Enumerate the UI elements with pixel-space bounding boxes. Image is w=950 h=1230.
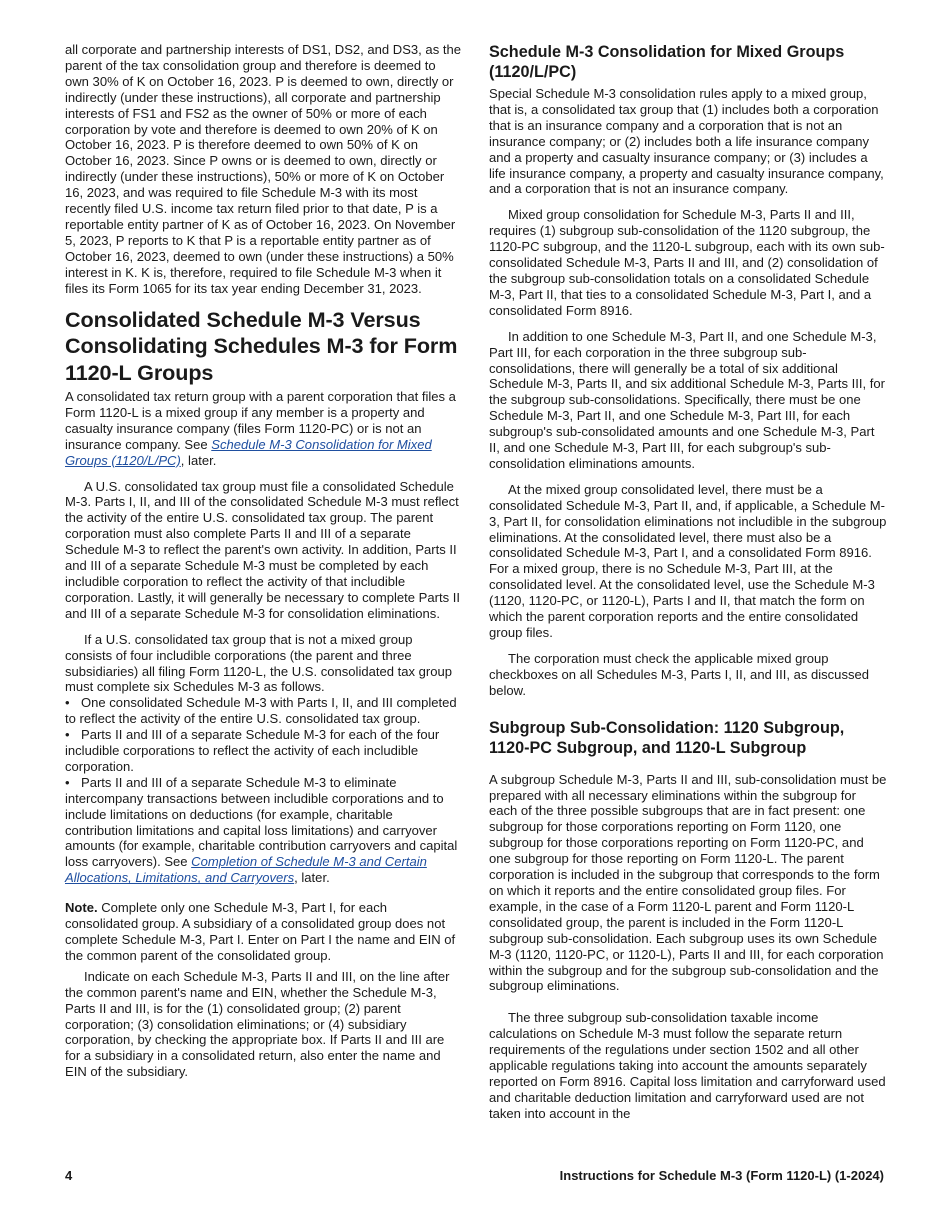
mixed-consolidation-paragraph: Mixed group consolidation for Schedule M-3, Parts II and III, requires (1) subgroup sub-consolidation of the 1120 subgroup, the 1120-PC subgroup, and the 1120-L subgroup, each with its own sub-consolidated Schedule M-3, Parts II and III, and (2) consolidation of the subgroup sub-consolidation totals on a consolidated Schedule M-3, Part II, that ties to a consolidated Schedule M-3, Part I, and a consolidated Form 8916. — [489, 207, 885, 318]
section-heading-subgroup: Subgroup Sub-Consolidation: 1120 Subgroup, 1120-PC Subgroup, and 1120-L Subgroup — [489, 718, 845, 757]
mixed-group-paragraph: A consolidated tax return group with a parent corporation that files a Form 1120-L is a mixed group if any member is a property and casualty insurance company (files Form 1120-PC) or is not an insurance company. See Schedule M-3 Consolidation for Mixed Groups (1120/L/PC), later. — [65, 389, 456, 468]
note-label: Note. — [65, 900, 98, 916]
indicate-paragraph: Indicate on each Schedule M-3, Parts II and III, on the line after the common parent's name and EIN, whether the Schedule M-3, Parts II and III, is for the (1) consolidated group; (2) parent corporation; (3) consolidation eliminations; or (4) subsidiary corporation, by checking the appropriate box. If Parts II and III are for a subsidiary in a consolidated return, also enter the name and EIN of the subsidiary. — [65, 968, 450, 1080]
checkbox-paragraph: The corporation must check the applicable mixed group checkboxes on all Schedules M-3, Parts I, II, and III, as discussed below. — [489, 650, 869, 698]
section-heading-consolidated: Consolidated Schedule M-3 Versus Consolidating Schedules M-3 for Form 1120-L Groups — [65, 306, 458, 385]
page-number: 4 — [65, 1168, 73, 1183]
bullet-item: • Parts II and III of a separate Schedule M-3 to eliminate intercompany transactions between includible corporations and to include limitations on deductions (for example, charitable contribution limitations and capital loss limitations) and carryover amounts (for example, charitable contribution carryovers and capital loss carryovers). See Completion of Schedule M-3 and Certain Allocations, Limitations, and Carryovers, later. — [65, 774, 458, 886]
bullet-item: • Parts II and III of a separate Schedule M-3 for each of the four includible corporations to reflect the activity of each includible corporation. — [65, 727, 440, 774]
bullet-marker: • — [65, 727, 70, 743]
right-column — [489, 42, 887, 1122]
section-heading-mixed-groups: Schedule M-3 Consolidation for Mixed Groups (1120/L/PC) — [489, 43, 845, 81]
link-mixed-groups[interactable]: Schedule M-3 Consolidation for Mixed Groups (1120/L/PC) — [65, 436, 432, 468]
bullet-marker: • — [65, 695, 70, 711]
note-paragraph: Note. Complete only one Schedule M-3, Part I, for each consolidated group. A subsidiary of a consolidated group does not complete Schedule M-3, Part I. Enter on Part I the name and EIN of the common parent of the consolidated group. — [65, 900, 456, 963]
bullet-item: • One consolidated Schedule M-3 with Parts I, II, and III completed to reflect the activity of the entire U.S. consolidated tax group. — [65, 695, 457, 727]
additional-schedules-paragraph: In addition to one Schedule M-3, Part II, and one Schedule M-3, Part III, for each corporation in the three subgroup sub-consolidations, there will generally be a total of six additional Schedule M-3, Parts II, and six additional Schedule M-3, Parts III, for the subgroup sub-consolidations. Specifically, there must be one Schedule M-3, Part II, and one Schedule M-3, Part III, for each subgroup's sub-consolidated amounts and one Schedule M-3, Part II, and one Schedule M-3, Part III, for each subgroup's sub-consolidation eliminations amounts. — [489, 328, 885, 471]
six-schedules-paragraph: If a U.S. consolidated tax group that is not a mixed group consists of four includible corporations (the parent and three subsidiaries) all filing Form 1120-L, the U.S. consolidated tax group must complete six Schedules M-3 as follows. — [65, 631, 453, 695]
bullet-marker: • — [65, 774, 70, 790]
footer-title: Instructions for Schedule M-3 (Form 1120-L) (1-2024) — [559, 1168, 884, 1183]
mixed-level-paragraph: At the mixed group consolidated level, there must be a consolidated Schedule M-3, Part II, and, if applicable, a Schedule M-3, Part II, for consolidation eliminations not includible in the subgroup eliminations. At the consolidated level, there must also be a consolidated Schedule M-3, Part I, and a consolidated Form 8916. For a mixed group, there is no Schedule M-3, Part III, at the consolidated level. At the consolidated level, use the Schedule M-3 (1120, 1120-PC, or 1120-L), Parts I and II, that match the form on which the parent corporation reports and the entire consolidated group files. — [489, 481, 887, 640]
taxable-income-paragraph: The three subgroup sub-consolidation taxable income calculations on Schedule M-3 must follow the separate return requirements of the regulations under section 1502 and all other applicable regulations taking into account the amounts separately reported on Form 8916. Capital loss limitation and carryforward used and charitable deduction limitation and carryforward used are not taken into account in the — [489, 1010, 886, 1121]
consolidated-m3-paragraph: A U.S. consolidated tax group must file a consolidated Schedule M-3. Parts I, II, and III of the consolidated Schedule M-3 must reflect the activity of the entire U.S. consolidated tax group. The parent corporation must also complete Parts II and III of a separate Schedule M-3 to reflect the parent's own activity. In addition, Parts II and III of a separate Schedule M-3 must be completed by each includible corporation to reflect the activity of that includible corporation. Lastly, it will generally be necessary to complete Parts II and III of a separate Schedule M-3 for consolidation eliminations. — [65, 478, 460, 621]
left-column — [65, 42, 463, 1080]
special-rules-paragraph: Special Schedule M-3 consolidation rules apply to a mixed group, that is, a consolidated tax group that (1) includes both a corporation that is an insurance company and a corporation that is not an insurance company; or (2) includes both a life insurance company and a property and casualty insurance company; or (3) includes a life insurance company, a property and casualty insurance company, and a corporation that is not an insurance company. — [489, 86, 884, 197]
subgroup-paragraph: A subgroup Schedule M-3, Parts II and III, sub-consolidation must be prepared with all necessary eliminations within the subgroup for each of the three possible subgroups that are in fact present: one subgroup for those corporations reporting on Form 1120, one subgroup for those corporations reporting on Form 1120-PC, and one subgroup for those reporting on Form 1120-L. The parent corporation is included in the subgroup that corresponds to the form on which it reports and the entire consolidated group files. For example, in the case of a Form 1120-L parent and Form 1120-L consolidated group, the parent is included in the Form 1120-L subgroup sub-consolidation. Each subgroup uses its own Schedule M-3 (1120, 1120-PC, or 1120-L), Parts II and III, for each corporation within the subgroup and for the subgroup sub-consolidation and the subgroup eliminations. — [489, 771, 887, 994]
link-completion-schedule-m3[interactable]: Completion of Schedule M-3 and Certain Allocations, Limitations, and Carryovers — [65, 854, 427, 886]
intro-paragraph: all corporate and partnership interests of DS1, DS2, and DS3, as the parent of the tax consolidation group and therefore is deemed to own 30% of K on October 16, 2023. P is deemed to own, directly or indirectly (under these instructions), all corporate and partnership interests of FS1 and FS2 as the owner of 50% or more of each corporation by vote and therefore is deemed to own 20% of K on October 16, 2023. P is therefore deemed to own 50% of K on October 16, 2023. Since P owns or is deemed to own, directly or indirectly (under these instructions), 50% or more of K on October 16, 2023, and was required to file Schedule M-3 with its most recently filed U.S. income tax return filed prior to that date, P is a reportable entity partner of K as of October 16, 2023. On November 5, 2023, P reports to K that P is a reportable entity partner as of October 16, 2023, deemed to own (under these instructions) a 50% interest in K. K is, therefore, required to file Schedule M-3 when it files its Form 1065 for its tax year ending December 31, 2023. — [65, 42, 461, 296]
